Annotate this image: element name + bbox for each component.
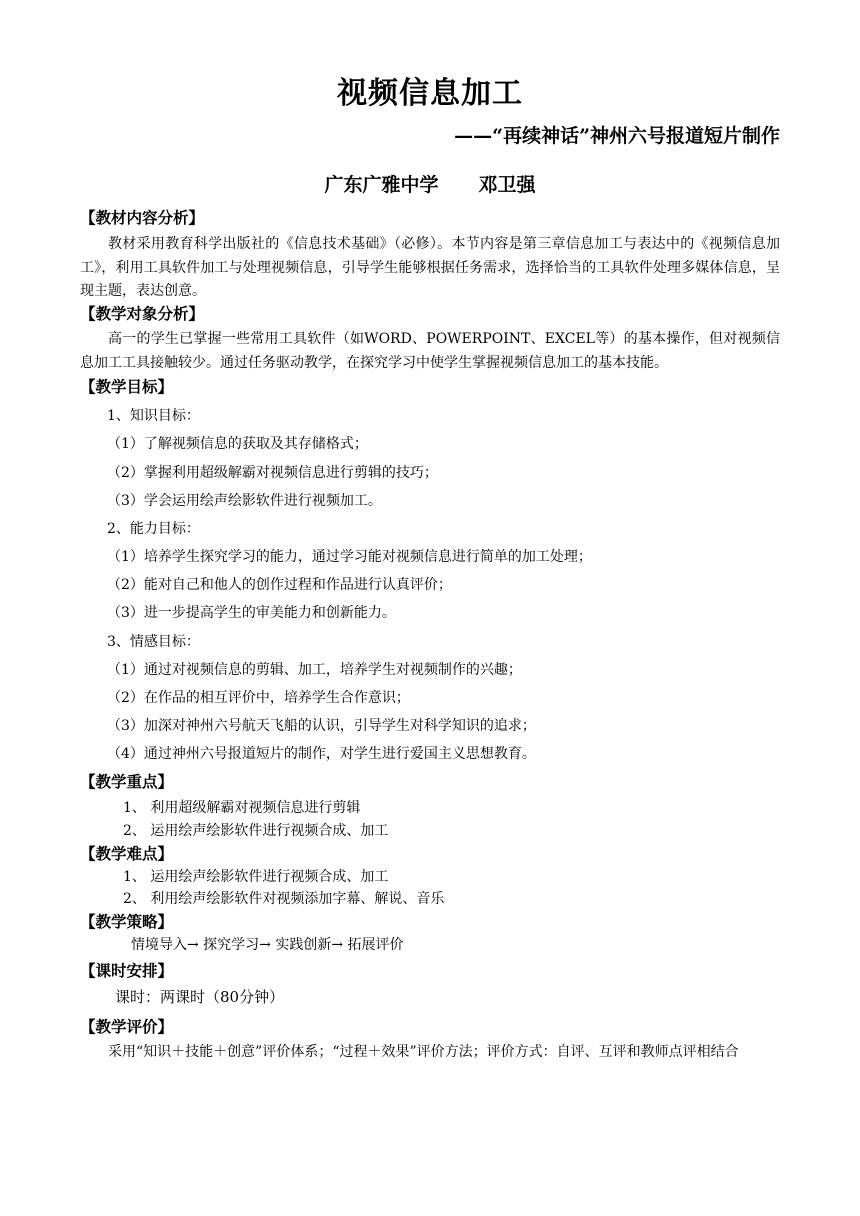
schedule-text: 课时：两课时（80分钟） [115, 988, 285, 1006]
goal-emotion-item: （3）加深对神州六号航天飞船的认识，引导学生对科学知识的追求； [107, 718, 536, 734]
heading-keypoints: 【教学重点】 [80, 772, 174, 791]
goal-knowledge-item: （1）了解视频信息的获取及其存储格式； [107, 436, 368, 452]
paragraph-evaluation: 采用“知识＋技能＋创意”评价体系；“过程＋效果”评价方法；评价方式：自评、互评和教师点评相结合 [108, 1044, 739, 1060]
heading-evaluation: 【教学评价】 [80, 1017, 174, 1036]
strategy-text: 情境导入→ 探究学习→ 实践创新→ 拓展评价 [131, 937, 404, 953]
author-school: 广东广雅中学 [324, 174, 439, 196]
goal-knowledge-label: 1、知识目标： [107, 408, 200, 424]
author-line [0, 170, 860, 197]
page-subtitle: ——“再续神话”神州六号报道短片制作 [454, 125, 780, 147]
difficulty-item: 1、 运用绘声绘影软件进行视频合成、加工 [123, 869, 389, 885]
heading-difficulties: 【教学难点】 [80, 844, 174, 863]
goal-emotion-item: （1）通过对视频信息的剪辑、加工，培养学生对视频制作的兴趣； [107, 662, 522, 678]
goal-knowledge-item: （2）掌握利用超级解霸对视频信息进行剪辑的技巧； [107, 465, 438, 481]
goal-ability-item: （2）能对自己和他人的创作过程和作品进行认真评价； [107, 577, 452, 593]
heading-schedule: 【课时安排】 [80, 961, 174, 980]
goal-emotion-item: （4）通过神州六号报道短片的制作，对学生进行爱国主义思想教育。 [107, 746, 536, 762]
goal-emotion-label: 3、情感目标： [107, 634, 200, 650]
goal-ability-label: 2、能力目标： [107, 521, 200, 537]
page-title: 视频信息加工 [337, 76, 523, 111]
heading-students: 【教学对象分析】 [80, 304, 205, 323]
paragraph-material: 教材采用教育科学出版社的《信息技术基础》（必修）。本节内容是第三章信息加工与表达中的《视频信息加工》，利用工具软件加工与处理视频信息，引导学生能够根据任务需求，选择恰当的工具软件处理多媒体信息，呈现主题，表达创意。 [80, 236, 780, 299]
goal-ability-item: （1）培养学生探究学习的能力，通过学习能对视频信息进行简单的加工处理； [107, 549, 592, 565]
goal-knowledge-item: （3）学会运用绘声绘影软件进行视频加工。 [107, 493, 382, 509]
heading-material: 【教材内容分析】 [80, 208, 205, 227]
paragraph-students: 高一的学生已掌握一些常用工具软件（如WORD、POWERPOINT、EXCEL等）的基本操作，但对视频信息加工工具接触较少。通过任务驱动教学，在探究学习中使学生掌握视频信息加工的基本技能。 [80, 331, 780, 371]
keypoint-item: 1、 利用超级解霸对视频信息进行剪辑 [123, 800, 361, 816]
difficulty-item: 2、 利用绘声绘影软件对视频添加字幕、解说、音乐 [123, 891, 445, 907]
author-name: 邓卫强 [478, 174, 536, 196]
heading-strategy: 【教学策略】 [80, 912, 174, 931]
goal-emotion-item: （2）在作品的相互评价中，培养学生合作意识； [107, 690, 410, 706]
goal-ability-item: （3）进一步提高学生的审美能力和创新能力。 [107, 605, 396, 621]
heading-goals: 【教学目标】 [80, 377, 174, 396]
keypoint-item: 2、 运用绘声绘影软件进行视频合成、加工 [123, 823, 389, 839]
